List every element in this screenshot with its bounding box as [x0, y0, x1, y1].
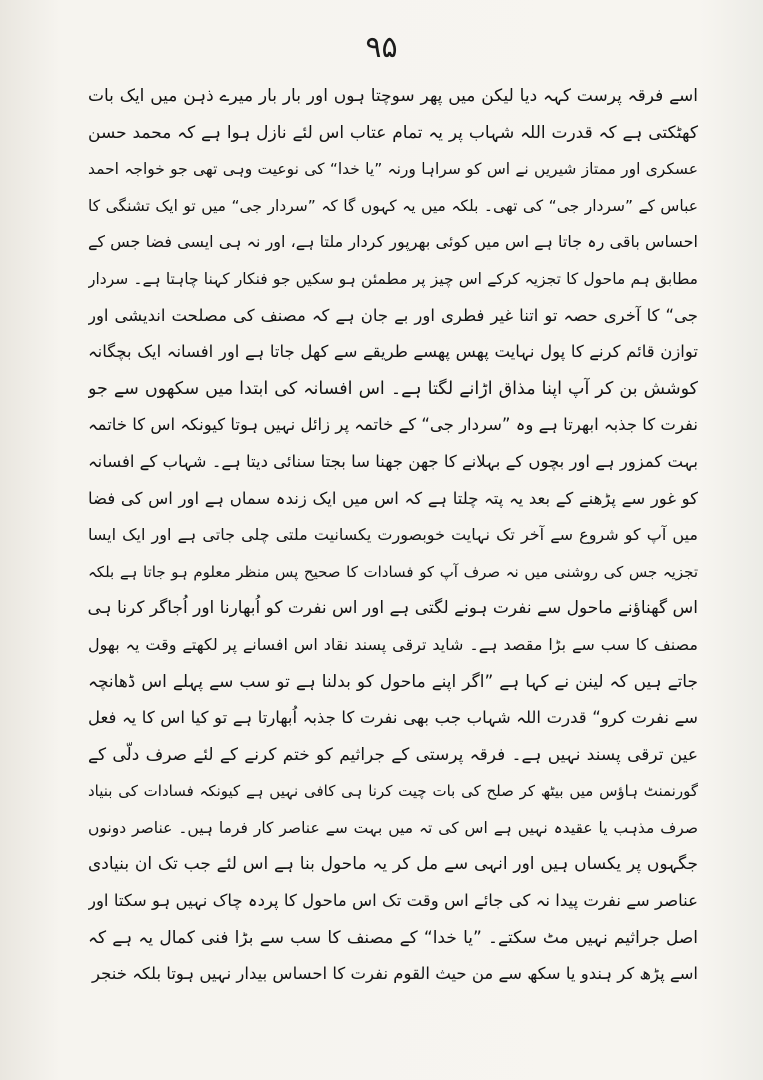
text-line: عسکری اور ممتاز شیریں نے اس کو سراہا ورنہ ”یا خدا“ کی نوعیت وہی تھی جو خواجہ احمد [88, 160, 698, 179]
text-line: گورنمنٹ ہاؤس میں بیٹھ کر صلح کی بات چیت کرنا ہی کافی نہیں ہے کیونکہ فسادات کی بنیاد [88, 782, 698, 801]
text-line: میں آپ کو شروع سے آخر تک نہایت خوبصورت یکسانیت ملتی چلی جاتی ہے اور ایک ایسا [88, 525, 698, 545]
text-line: تجزیہ جس کی روشنی میں نہ صرف آپ کو فسادات کا صحیح پس منظر معلوم ہو جاتا ہے بلکہ [88, 562, 698, 581]
text-line: کوشش بن کر آپ اپنا مذاق اڑانے لگتا ہے۔ اس افسانہ کی ابتدا میں سکھوں سے جو [88, 378, 698, 399]
text-line: جاتے ہیں کہ لینن نے کہا ہے ”اگر اپنے ماحول کو بدلنا ہے تو سب سے پہلے اس ڈھانچہ [88, 671, 698, 692]
text-line: اصل جراثیم نہیں مٹ سکتے۔ ”یا خدا“ کے مصنف کا سب سے بڑا فنی کمال یہ ہے کہ [88, 927, 698, 948]
text-line: کو غور سے پڑھنے کے بعد یہ پتہ چلتا ہے کہ اس میں ایک زندہ سماں ہے اور اس کی فضا [88, 488, 698, 508]
text-line: صرف مذہب یا عقیدہ نہیں ہے اس کی تہ میں بہت سے عناصر کار فرما ہیں۔ عناصر دونوں [88, 818, 698, 837]
text-line: احساس باقی رہ جاتا ہے اس میں کوئی بھرپور کردار ملتا ہے، اور نہ ہی ایسی فضا جس کے [88, 232, 698, 252]
text-line: جی“ کا آخری حصہ تو اتنا غیر فطری اور بے جان ہے کہ مصنف کی مصلحت اندیشی اور [88, 305, 698, 325]
text-line: عباس کے ”سردار جی“ کی تھی۔ بلکہ میں یہ کہوں گا کہ ”سردار جی“ میں تو ایک تشنگی کا [88, 196, 698, 215]
text-line: نفرت کا جذبہ ابھرتا ہے وہ ”سردار جی“ کے خاتمہ پر زائل نہیں ہوتا کیونکہ اس کا خاتمہ [88, 415, 698, 435]
text-line: اسے پڑھ کر ہندو یا سکھ سے من حیث القوم نفرت کا احساس بیدار نہیں ہوتا بلکہ خنجر [92, 964, 698, 984]
body-text [88, 78, 698, 993]
text-line: بہت کمزور ہے اور بچوں کے بہلانے کا جھن جھنا سا بجتا سنائی دیتا ہے۔ شہاب کے افسانہ [88, 451, 698, 471]
text-line: جگہوں پر یکساں ہیں اور انہی سے مل کر یہ ماحول بنا ہے اس لئے جب تک ان بنیادی [88, 854, 698, 875]
text-line: اس گھناؤنے ماحول سے نفرت ہونے لگتی ہے اور اس نفرت کو اُبھارنا اور اُجاگر کرنا ہی [88, 598, 698, 619]
text-line: عناصر سے نفرت پیدا نہ کی جائے اس وقت تک اس ماحول کا پردہ چاک نہیں ہو سکتا اور [88, 891, 698, 911]
text-line: مصنف کا سب سے بڑا مقصد ہے۔ شاید ترقی پسند نقاد اس افسانے پر لکھتے وقت یہ بھول [88, 634, 698, 654]
text-line: عین ترقی پسند نہیں ہے۔ فرقہ پرستی کے جراثیم کو ختم کرنے کے لئے صرف دلّی کے [88, 744, 698, 765]
page-number: ۹۵ [365, 30, 398, 65]
text-line: کھٹکتی ہے کہ قدرت اللہ شہاب پر یہ تمام عتاب اس لئے نازل ہوا ہے کہ محمد حسن [88, 122, 698, 143]
text-line: سے نفرت کرو“ قدرت اللہ شہاب جب بھی نفرت کا جذبہ اُبھارتا ہے تو کیا اس کا یہ فعل [88, 708, 698, 728]
text-line: مطابق ہم ماحول کا تجزیہ کرکے اس چیز پر مطمئن ہو سکیں جو فنکار کہنا چاہتا ہے۔ سردار [88, 269, 698, 288]
text-line: توازن قائم کرنے کا پول نہایت پھس پھسے طریقے سے کھل جاتا ہے اور افسانہ ایک بچگانہ [88, 342, 698, 362]
text-line: اسے فرقہ پرست کہہ دیا لیکن میں پھر سوچتا ہوں اور بار بار میرے ذہن میں ایک بات [88, 86, 698, 106]
